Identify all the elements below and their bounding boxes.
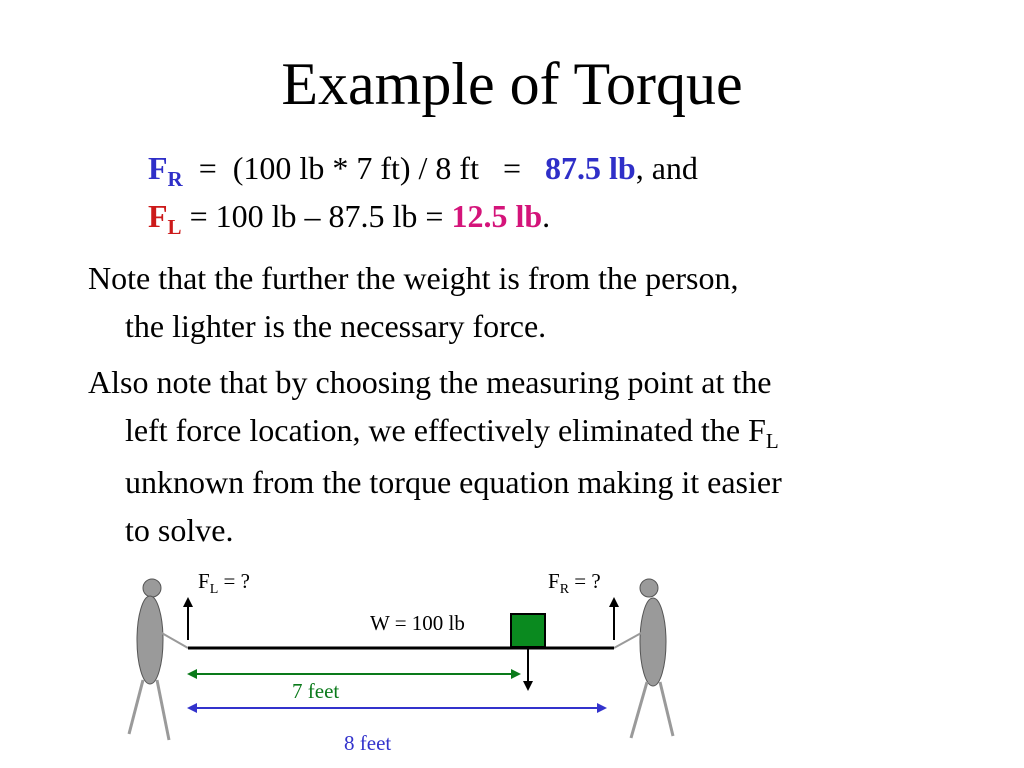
note-paragraph-2 [88, 358, 988, 554]
note-1-line-2: the lighter is the necessary force. [125, 308, 547, 344]
note-2-line-2-text: left force location, we effectively eliminated the F [125, 412, 766, 448]
fr-result: 87.5 lb [545, 150, 636, 186]
note-paragraph-1 [88, 254, 988, 350]
left-person-figure [129, 579, 188, 740]
left-person-leg-left [129, 680, 143, 734]
weight-box [511, 614, 545, 647]
left-person-body [137, 596, 163, 684]
note-2-line-2-subscript: L [765, 429, 779, 453]
left-person-arm [160, 632, 188, 648]
fl-expression: = 100 lb – 87.5 lb = [181, 198, 452, 234]
right-person-arm [614, 632, 643, 648]
right-force-label: $F_R$ = ? [548, 569, 601, 597]
fl-subscript: L [167, 215, 182, 239]
fr-tail: , and [635, 150, 698, 186]
note-2-line-3: unknown from the torque equation making it easier [125, 464, 782, 500]
note-1-line-1: Note that the further the weight is from the person, [88, 260, 739, 296]
short-span-label: 7 feet [292, 679, 340, 703]
left-force-label: $F_L$ = ? [198, 569, 250, 597]
right-person-head [640, 579, 658, 597]
right-person-body [640, 598, 666, 686]
right-person-figure [614, 579, 673, 738]
left-person-head [143, 579, 161, 597]
right-person-leg-left [631, 682, 647, 738]
fr-subscript: R [167, 167, 183, 191]
note-2-line-2 [88, 406, 988, 458]
fr-symbol: F [148, 150, 168, 186]
note-2-line-4: to solve. [125, 512, 234, 548]
weight-label: W = 100 lb [370, 611, 465, 635]
fl-tail: . [542, 198, 551, 234]
fl-symbol: F [148, 198, 168, 234]
equation-fl [148, 196, 550, 240]
torque-diagram [0, 560, 1024, 768]
note-2-line-1: Also note that by choosing the measuring point at the [88, 364, 772, 400]
long-span-label: 8 feet [344, 731, 392, 755]
fr-expression: = (100 lb * 7 ft) / 8 ft = [182, 150, 545, 186]
right-person-leg-right [660, 682, 673, 736]
fl-result: 12.5 lb [451, 198, 543, 234]
left-person-leg-right [157, 680, 169, 740]
equation-fr [148, 148, 698, 192]
slide-title: Example of Torque [281, 51, 743, 117]
